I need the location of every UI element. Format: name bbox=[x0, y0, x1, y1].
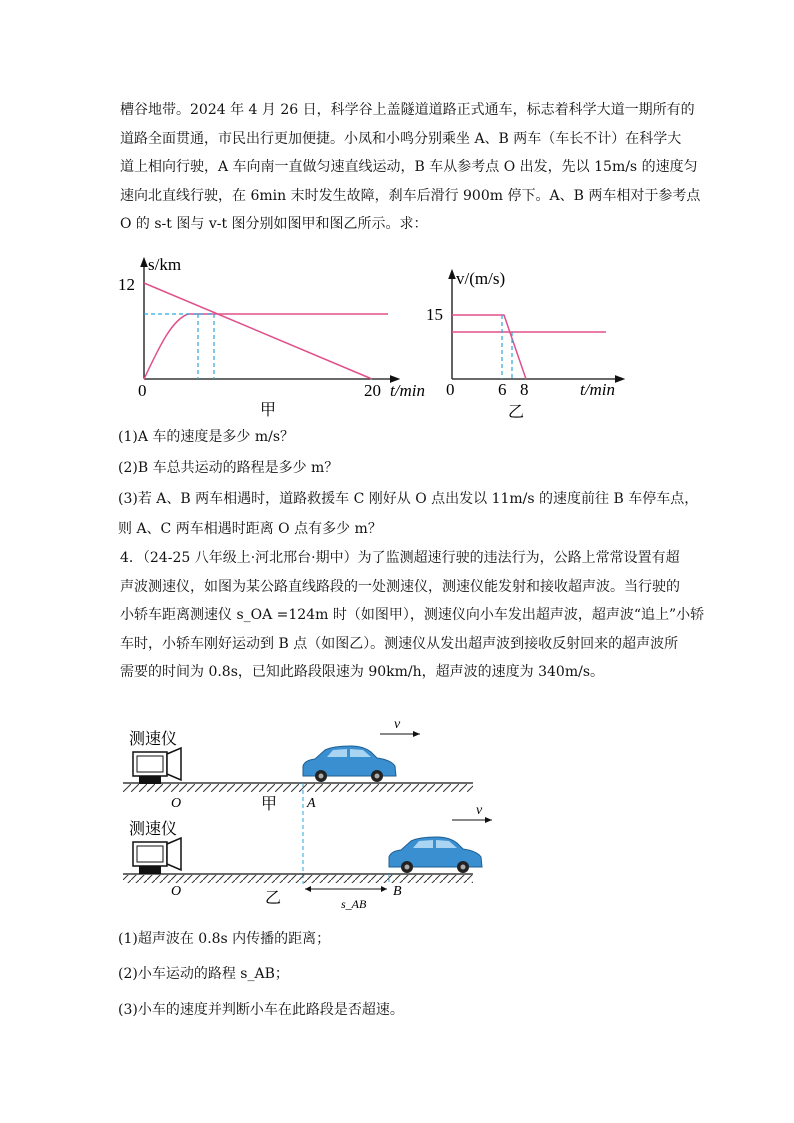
radar-device-icon bbox=[133, 748, 181, 784]
point-b-label: B bbox=[393, 884, 402, 899]
velocity-label: v bbox=[476, 803, 483, 818]
device-label: 测速仪 bbox=[129, 729, 178, 748]
car-b-line bbox=[144, 314, 388, 379]
x-tick-8: 8 bbox=[520, 380, 529, 399]
question: (2)小车运动的路程 s_AB； bbox=[118, 966, 289, 982]
graph-caption-jia: 甲 bbox=[260, 400, 277, 419]
question: (1)超声波在 0.8s 内传播的距离； bbox=[118, 931, 331, 947]
text-line: 道路全面贯通，市民出行更加便捷。小凤和小鸣分别乘坐 A、B 两车（车长不计）在科学大 bbox=[120, 130, 682, 147]
car-a-line bbox=[144, 283, 372, 379]
speed-radar-figure bbox=[115, 712, 495, 917]
device-label: 测速仪 bbox=[129, 819, 178, 838]
text-line: 车时，小轿车刚好运动到 B 点（如图乙）。测速仪从发出超声波到接收反射回来的超声波所 bbox=[120, 635, 679, 652]
problem3-text bbox=[120, 96, 701, 239]
graph-v-t bbox=[420, 262, 640, 422]
text-line: 4．（24-25 八年级上·河北邢台·期中）为了监测超速行驶的违法行为，公路上常常设置有超 bbox=[120, 550, 680, 566]
point-o-label: O bbox=[171, 884, 182, 899]
x-tick-6: 6 bbox=[498, 380, 507, 399]
y-tick-15: 15 bbox=[426, 305, 443, 324]
text-line: 槽谷地带。2024 年 4 月 26 日，科学谷上盖隧道道路正式通车，标志着科学大道一期所有的 bbox=[120, 102, 695, 118]
y-tick-12: 12 bbox=[118, 275, 135, 294]
problem4-text bbox=[120, 544, 705, 687]
sab-label: s_AB bbox=[341, 897, 367, 911]
question: (3)小车的速度并判断小车在此路段是否超速。 bbox=[118, 1002, 404, 1018]
radar-device-icon bbox=[133, 838, 181, 874]
y-axis-label: s/km bbox=[148, 255, 182, 274]
origin-label: 0 bbox=[138, 381, 147, 400]
text-line: 道上相向行驶，A 车向南一直做匀速直线运动，B 车从参考点 O 出发，先以 15m/s 的速度匀 bbox=[120, 159, 698, 175]
question: (1)A 车的速度是多少 m/s？ bbox=[118, 429, 295, 445]
caption-yi: 乙 bbox=[265, 888, 282, 907]
caption-jia: 甲 bbox=[261, 794, 278, 813]
x-tick-20: 20 bbox=[364, 381, 381, 400]
car-icon bbox=[389, 837, 482, 873]
graph-s-t bbox=[110, 250, 440, 420]
x-axis-label: t/min bbox=[580, 380, 615, 399]
graph-caption-yi: 乙 bbox=[508, 402, 525, 421]
text-line: 速向北直线行驶，在 6min 末时发生故障，刹车后滑行 900m 停下。A、B 两车相对于参考点 bbox=[120, 187, 701, 204]
x-axis-label: t/min bbox=[390, 381, 425, 400]
car-b-speed-line bbox=[452, 315, 526, 379]
question: (2)B 车总共运动的路程是多少 m？ bbox=[118, 460, 339, 476]
road-hatching bbox=[123, 875, 473, 883]
text-line: 需要的时间为 0.8s，已知此路段限速为 90km/h，超声波的速度为 340m/s。 bbox=[120, 664, 605, 680]
point-o-label: O bbox=[171, 796, 182, 811]
text-line: O 的 s-t 图与 v-t 图分别如图甲和图乙所示。求： bbox=[120, 216, 428, 232]
y-axis-label: v/(m/s) bbox=[456, 269, 506, 288]
text-line: 小轿车距离测速仪 s_OA =124m 时（如图甲），测速仪向小车发出超声波，超声波“追上”小轿 bbox=[120, 607, 705, 623]
point-a-label: A bbox=[307, 796, 316, 811]
origin-label: 0 bbox=[446, 380, 455, 399]
velocity-label: v bbox=[394, 717, 401, 732]
question: 则 A、C 两车相遇时距离 O 点有多少 m？ bbox=[118, 521, 382, 537]
road-hatching bbox=[123, 784, 473, 792]
car-icon bbox=[303, 746, 396, 782]
question: (3)若 A、B 两车相遇时，道路救援车 C 刚好从 O 点出发以 11m/s 的速度前往 B 车停车点， bbox=[118, 491, 699, 507]
text-line: 声波测速仪，如图为某公路直线路段的一处测速仪，测速仪能发射和接收超声波。当行驶的 bbox=[120, 578, 680, 595]
